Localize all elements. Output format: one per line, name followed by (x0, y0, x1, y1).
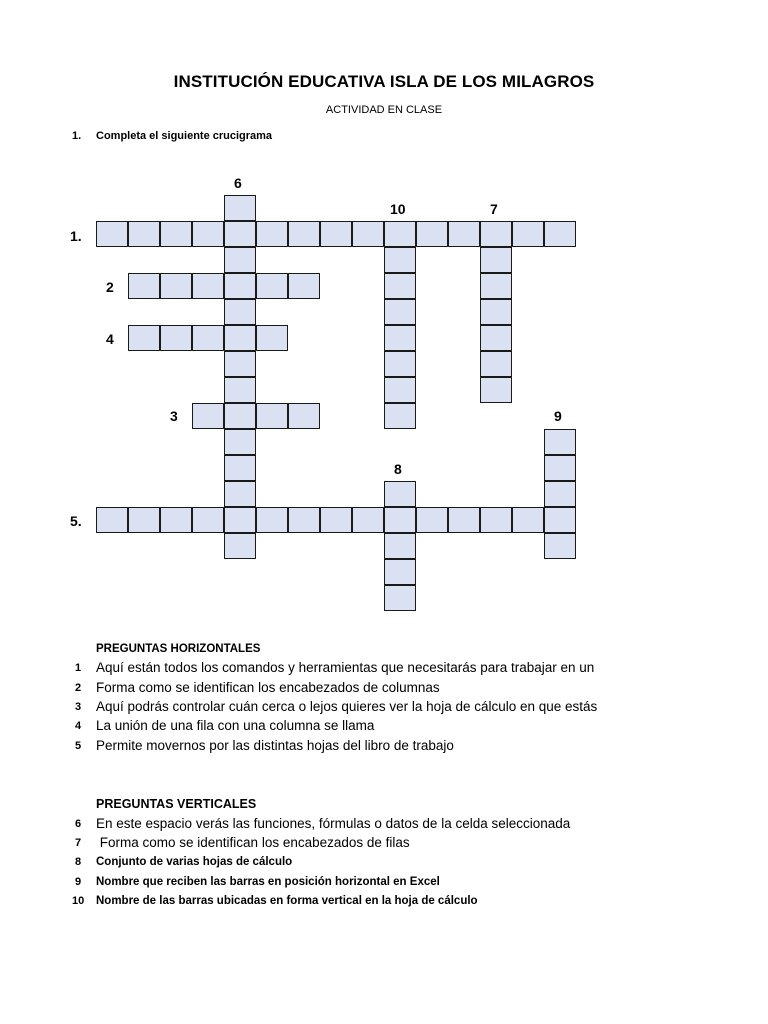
question-text: Forma como se identifican los encabezados de filas (96, 835, 410, 850)
crossword-cell[interactable] (544, 221, 576, 247)
vertical-question (72, 874, 752, 894)
crossword-cell[interactable] (224, 351, 256, 377)
question-text: La unión de una fila con una columna se llama (96, 718, 375, 733)
crossword-cell[interactable] (288, 221, 320, 247)
clue-number-10-down: 10 (390, 201, 406, 217)
question-number: 6 (74, 818, 82, 830)
crossword-cell[interactable] (480, 273, 512, 299)
crossword-cell[interactable] (224, 403, 256, 429)
crossword-cell[interactable] (160, 325, 192, 351)
question-text: Permite movernos por las distintas hojas del libro de trabajo (96, 738, 454, 753)
crossword-cell[interactable] (96, 507, 128, 533)
question-number: 8 (74, 856, 82, 868)
crossword-cell[interactable] (384, 221, 416, 247)
clue-number-1-across: 1. (70, 228, 82, 244)
clue-number-3-across: 3 (170, 408, 178, 424)
clue-number-5-across: 5. (70, 513, 82, 529)
crossword-cell[interactable] (384, 325, 416, 351)
crossword-cell[interactable] (224, 533, 256, 559)
crossword-cell[interactable] (128, 507, 160, 533)
horizontal-question (72, 660, 752, 680)
crossword-cell[interactable] (96, 221, 128, 247)
crossword-cell[interactable] (128, 221, 160, 247)
crossword-cell[interactable] (384, 273, 416, 299)
question-number: 2 (74, 682, 82, 694)
crossword-cell[interactable] (544, 481, 576, 507)
vertical-questions-heading: PREGUNTAS VERTICALES (96, 797, 257, 811)
crossword-cell[interactable] (224, 455, 256, 481)
crossword-cell[interactable] (416, 221, 448, 247)
crossword-cell[interactable] (320, 221, 352, 247)
instruction-text: Completa el siguiente crucigrama (96, 130, 273, 142)
crossword-cell[interactable] (288, 273, 320, 299)
crossword-cell[interactable] (448, 507, 480, 533)
question-number: 1 (74, 662, 82, 674)
clue-number-8-down: 8 (394, 461, 402, 477)
crossword-cell[interactable] (480, 221, 512, 247)
crossword-cell[interactable] (320, 507, 352, 533)
instruction-number: 1. (72, 130, 82, 142)
crossword-cell[interactable] (224, 195, 256, 221)
clue-number-9-down: 9 (554, 408, 562, 424)
question-text: En este espacio verás las funciones, fórmulas o datos de la celda seleccionada (96, 816, 571, 831)
crossword-cell[interactable] (384, 351, 416, 377)
crossword-cell[interactable] (480, 507, 512, 533)
crossword-cell[interactable] (224, 247, 256, 273)
crossword-cell[interactable] (512, 221, 544, 247)
crossword-cell[interactable] (224, 273, 256, 299)
crossword-cell[interactable] (384, 481, 416, 507)
clue-number-6-down: 6 (234, 175, 242, 191)
crossword-cell[interactable] (480, 351, 512, 377)
crossword-cell[interactable] (192, 273, 224, 299)
crossword-cell[interactable] (480, 325, 512, 351)
crossword-cell[interactable] (544, 429, 576, 455)
crossword-cell[interactable] (192, 325, 224, 351)
crossword-cell[interactable] (512, 507, 544, 533)
crossword-cell[interactable] (544, 455, 576, 481)
crossword-cell[interactable] (384, 299, 416, 325)
horizontal-question (72, 718, 752, 738)
crossword-cell[interactable] (224, 481, 256, 507)
crossword-cell[interactable] (288, 507, 320, 533)
question-number: 9 (74, 876, 82, 888)
question-text: Forma como se identifican los encabezados de columnas (96, 680, 440, 695)
crossword-cell[interactable] (256, 273, 288, 299)
crossword-cell[interactable] (384, 585, 416, 611)
crossword-cell[interactable] (160, 221, 192, 247)
horizontal-question (72, 680, 752, 700)
question-number: 3 (74, 701, 82, 713)
question-number: 10 (72, 895, 85, 907)
crossword-cell[interactable] (128, 325, 160, 351)
crossword-cell[interactable] (384, 533, 416, 559)
crossword-cell[interactable] (160, 507, 192, 533)
question-number: 4 (74, 720, 82, 732)
crossword-cell[interactable] (224, 325, 256, 351)
horizontal-questions-heading: PREGUNTAS HORIZONTALES (96, 643, 261, 655)
question-text: Nombre que reciben las barras en posición horizontal en Excel (96, 876, 440, 888)
crossword-cell[interactable] (352, 221, 384, 247)
question-number: 5 (74, 740, 82, 752)
clue-number-7-down: 7 (490, 201, 498, 217)
crossword-cell[interactable] (224, 221, 256, 247)
crossword-cell[interactable] (384, 507, 416, 533)
clue-number-2-across: 2 (106, 279, 114, 295)
crossword-cell[interactable] (256, 403, 288, 429)
horizontal-question (72, 738, 752, 758)
crossword-cell[interactable] (288, 403, 320, 429)
vertical-question (72, 835, 752, 855)
crossword-cell[interactable] (384, 247, 416, 273)
crossword-cell[interactable] (384, 403, 416, 429)
crossword-cell[interactable] (256, 325, 288, 351)
crossword-cell[interactable] (416, 507, 448, 533)
crossword-cell[interactable] (480, 377, 512, 403)
crossword-cell[interactable] (224, 507, 256, 533)
vertical-question (72, 816, 752, 836)
crossword-cell[interactable] (544, 507, 576, 533)
crossword-cell[interactable] (128, 273, 160, 299)
question-text: Nombre de las barras ubicadas en forma vertical en la hoja de cálculo (96, 895, 478, 907)
crossword-cell[interactable] (352, 507, 384, 533)
crossword-cell[interactable] (384, 377, 416, 403)
clue-number-4-across: 4 (106, 331, 114, 347)
horizontal-question (72, 699, 752, 719)
vertical-question (72, 854, 752, 874)
crossword-cell[interactable] (256, 221, 288, 247)
crossword-cell[interactable] (480, 299, 512, 325)
crossword-cell[interactable] (192, 507, 224, 533)
page-subtitle: ACTIVIDAD EN CLASE (325, 104, 443, 116)
crossword-cell[interactable] (224, 299, 256, 325)
crossword-cell[interactable] (160, 273, 192, 299)
question-text: Aquí podrás controlar cuán cerca o lejos quieres ver la hoja de cálculo en que estás (96, 699, 598, 714)
crossword-cell[interactable] (224, 429, 256, 455)
vertical-question (72, 893, 752, 913)
question-text: Aquí están todos los comandos y herramientas que necesitarás para trabajar en un (96, 660, 595, 675)
crossword-cell[interactable] (448, 221, 480, 247)
question-number: 7 (74, 837, 82, 849)
crossword-cell[interactable] (224, 377, 256, 403)
question-text: Conjunto de varias hojas de cálculo (96, 856, 293, 868)
crossword-cell[interactable] (480, 247, 512, 273)
crossword-cell[interactable] (192, 403, 224, 429)
crossword-cell[interactable] (544, 533, 576, 559)
page-title: INSTITUCIÓN EDUCATIVA ISLA DE LOS MILAGROS (173, 72, 595, 91)
crossword-cell[interactable] (384, 559, 416, 585)
crossword-cell[interactable] (192, 221, 224, 247)
crossword-cell[interactable] (256, 507, 288, 533)
